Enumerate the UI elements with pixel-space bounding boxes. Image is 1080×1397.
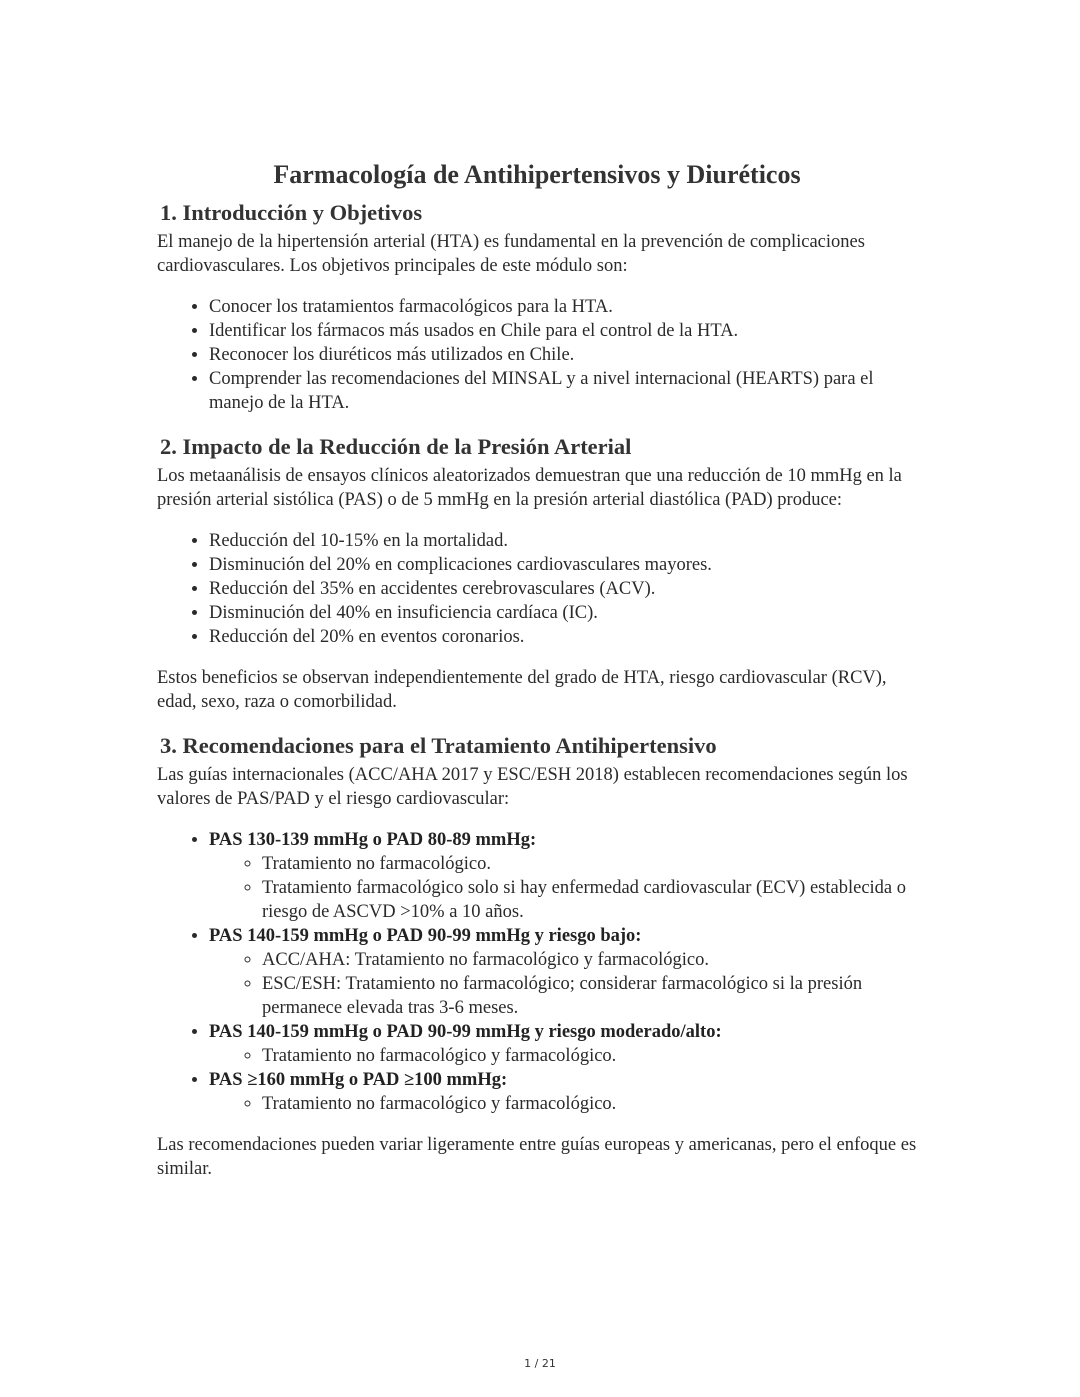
list-item: • Reducción del 20% en eventos coronarios.	[209, 625, 917, 649]
list-item: • Disminución del 20% en complicaciones cardiovasculares mayores.	[209, 553, 917, 577]
list-item	[209, 924, 917, 1020]
sub-list-item: ◦ Tratamiento farmacológico solo si hay enfermedad cardiovascular (ECV) establecida o riesgo de ASCVD >10% a 10 años.	[262, 876, 917, 924]
sub-list-item: ◦ Tratamiento no farmacológico y farmacológico.	[262, 1092, 917, 1116]
recommendations-list	[157, 828, 917, 1116]
section-paragraph: Estos beneficios se observan independientemente del grado de HTA, riesgo cardiovascular (RCV), edad, sexo, raza o comorbilidad.	[157, 668, 887, 712]
list-item: • Reconocer los diuréticos más utilizados en Chile.	[209, 343, 917, 367]
page-indicator: 1 / 21	[524, 1357, 556, 1370]
list-item-label: PAS 140-159 mmHg o PAD 90-99 mmHg y riesgo bajo:	[209, 926, 642, 946]
sub-list-item: ◦ Tratamiento no farmacológico y farmacológico.	[262, 1044, 917, 1068]
list-item-label: PAS ≥160 mmHg o PAD ≥100 mmHg:	[209, 1070, 508, 1090]
sub-list-item: ◦ ACC/AHA: Tratamiento no farmacológico y farmacológico.	[262, 948, 917, 972]
list-item-label: PAS 130-139 mmHg o PAD 80-89 mmHg:	[209, 830, 537, 850]
section-paragraph: El manejo de la hipertensión arterial (HTA) es fundamental en la prevención de complicaciones cardiovasculares. Los objetivos principales de este módulo son:	[157, 232, 865, 276]
list-item	[209, 1068, 917, 1116]
list-item: • Conocer los tratamientos farmacológicos para la HTA.	[209, 295, 917, 319]
list-item: • Identificar los fármacos más usados en Chile para el control de la HTA.	[209, 319, 917, 343]
section-paragraph: Las guías internacionales (ACC/AHA 2017 y ESC/ESH 2018) establecen recomendaciones según los valores de PAS/PAD y el riesgo cardiovascular:	[157, 765, 908, 809]
section-paragraph: Los metaanálisis de ensayos clínicos aleatorizados demuestran que una reducción de 10 mmHg en la presión arterial sistólica (PAS) o de 5 mmHg en la presión arterial diastólica (PAD) produce:	[157, 466, 902, 510]
section-heading-impact: 2. Impacto de la Reducción de la Presión Arterial	[160, 434, 632, 459]
list-item: • Reducción del 35% en accidentes cerebrovasculares (ACV).	[209, 577, 917, 601]
document-title: Farmacología de Antihipertensivos y Diuréticos	[273, 160, 801, 189]
section-paragraph: Las recomendaciones pueden variar ligeramente entre guías europeas y americanas, pero el enfoque es similar.	[157, 1135, 917, 1179]
list-item	[209, 828, 917, 924]
list-item: • Comprender las recomendaciones del MINSAL y a nivel internacional (HEARTS) para el manejo de la HTA.	[209, 367, 917, 415]
benefits-list	[157, 529, 917, 649]
list-item: • Disminución del 40% en insuficiencia cardíaca (IC).	[209, 601, 917, 625]
sub-list-item: ◦ Tratamiento no farmacológico.	[262, 852, 917, 876]
document-page	[157, 158, 917, 1198]
list-item-label: PAS 140-159 mmHg o PAD 90-99 mmHg y riesgo moderado/alto:	[209, 1022, 722, 1042]
section-heading-recommendations: 3. Recomendaciones para el Tratamiento Antihipertensivo	[160, 733, 717, 758]
section-heading-intro: 1. Introducción y Objetivos	[160, 200, 423, 225]
list-item	[209, 1020, 917, 1068]
list-item: • Reducción del 10-15% en la mortalidad.	[209, 529, 917, 553]
objectives-list	[157, 295, 917, 415]
sub-list-item: ◦ ESC/ESH: Tratamiento no farmacológico; considerar farmacológico si la presión permanece elevada tras 3-6 meses.	[262, 972, 917, 1020]
